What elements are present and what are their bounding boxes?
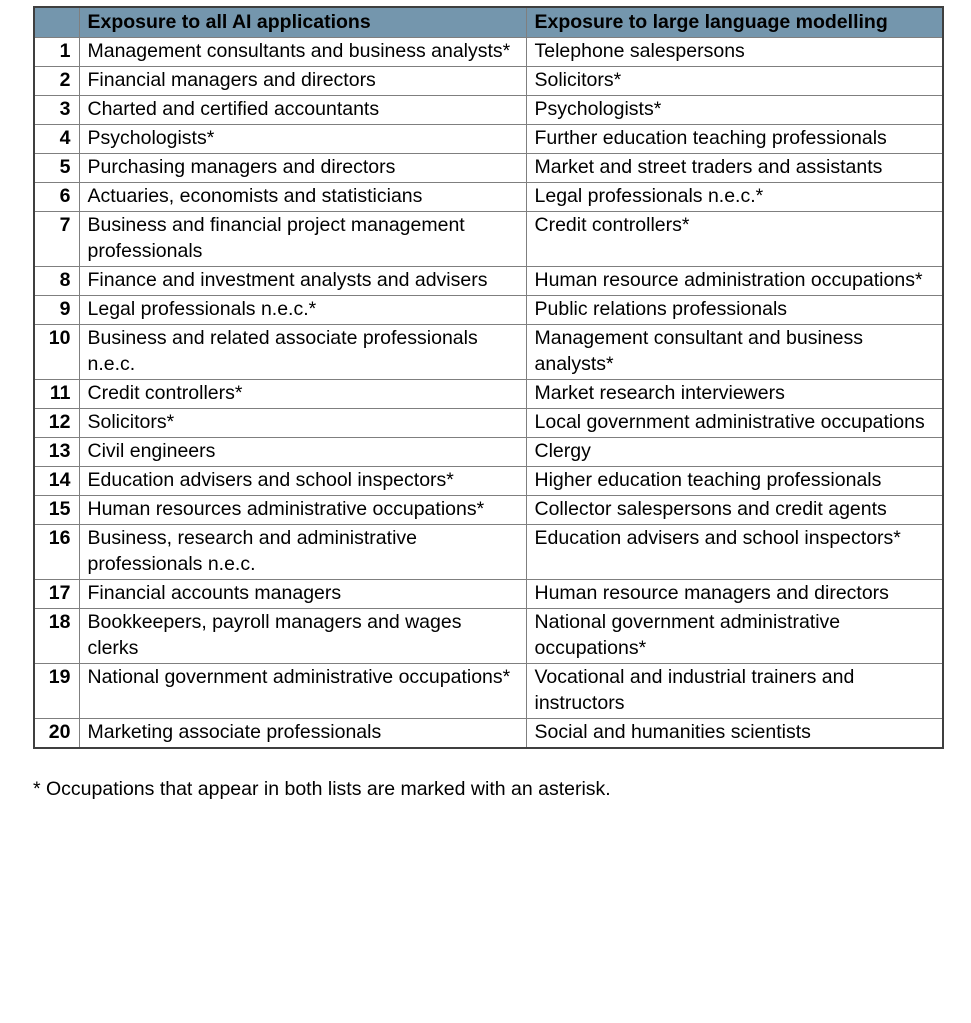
llm-cell: Public relations professionals [526,296,943,325]
rank-cell: 6 [34,183,79,212]
llm-cell: Social and humanities scientists [526,719,943,749]
all-ai-cell: Purchasing managers and directors [79,154,526,183]
llm-cell: Local government administrative occupations [526,409,943,438]
all-ai-cell: Civil engineers [79,438,526,467]
rank-cell: 16 [34,525,79,580]
table-row [34,609,943,664]
rank-cell: 11 [34,380,79,409]
all-ai-cell: Human resources administrative occupations* [79,496,526,525]
table-row [34,267,943,296]
all-ai-cell: Management consultants and business analysts* [79,38,526,67]
rank-cell: 20 [34,719,79,749]
llm-cell: Collector salespersons and credit agents [526,496,943,525]
rank-cell: 18 [34,609,79,664]
table-row [34,467,943,496]
all-ai-cell: Education advisers and school inspectors* [79,467,526,496]
llm-cell: Human resource administration occupations* [526,267,943,296]
llm-cell: Management consultant and business analysts* [526,325,943,380]
llm-cell: Clergy [526,438,943,467]
table-row [34,664,943,719]
all-ai-cell: Marketing associate professionals [79,719,526,749]
llm-cell: Further education teaching professionals [526,125,943,154]
table-row [34,496,943,525]
rank-cell: 17 [34,580,79,609]
all-ai-cell: Credit controllers* [79,380,526,409]
rank-cell: 7 [34,212,79,267]
asterisk-footnote: * Occupations that appear in both lists are marked with an asterisk. [33,778,611,800]
all-ai-cell: Financial accounts managers [79,580,526,609]
llm-cell: Higher education teaching professionals [526,467,943,496]
table-row [34,438,943,467]
table-row [34,183,943,212]
all-ai-cell: Financial managers and directors [79,67,526,96]
all-ai-cell: Bookkeepers, payroll managers and wages clerks [79,609,526,664]
rank-cell: 5 [34,154,79,183]
table-row [34,96,943,125]
rank-cell: 1 [34,38,79,67]
table-row [34,67,943,96]
table-row [34,525,943,580]
rank-cell: 2 [34,67,79,96]
rank-cell: 15 [34,496,79,525]
table-row [34,38,943,67]
column-header-rank [34,7,79,38]
table-row [34,296,943,325]
header-row [34,7,943,38]
llm-cell: Telephone salespersons [526,38,943,67]
table-row [34,380,943,409]
rank-cell: 9 [34,296,79,325]
table-row [34,719,943,749]
table-row [34,409,943,438]
llm-cell: Legal professionals n.e.c.* [526,183,943,212]
llm-cell: Psychologists* [526,96,943,125]
all-ai-cell: National government administrative occupations* [79,664,526,719]
all-ai-cell: Business, research and administrative professionals n.e.c. [79,525,526,580]
rank-cell: 3 [34,96,79,125]
llm-cell: Human resource managers and directors [526,580,943,609]
all-ai-cell: Finance and investment analysts and advisers [79,267,526,296]
rank-cell: 13 [34,438,79,467]
all-ai-cell: Charted and certified accountants [79,96,526,125]
llm-cell: Solicitors* [526,67,943,96]
rank-cell: 4 [34,125,79,154]
rank-cell: 12 [34,409,79,438]
table-row [34,580,943,609]
column-header-all-ai: Exposure to all AI applications [79,7,526,38]
llm-cell: Market and street traders and assistants [526,154,943,183]
table-row [34,154,943,183]
rank-cell: 19 [34,664,79,719]
rank-cell: 14 [34,467,79,496]
all-ai-cell: Solicitors* [79,409,526,438]
llm-cell: Education advisers and school inspectors* [526,525,943,580]
table-row [34,212,943,267]
llm-cell: Credit controllers* [526,212,943,267]
llm-cell: Vocational and industrial trainers and instructors [526,664,943,719]
all-ai-cell: Business and related associate professionals n.e.c. [79,325,526,380]
all-ai-cell: Actuaries, economists and statisticians [79,183,526,212]
column-header-llm: Exposure to large language modelling [526,7,943,38]
all-ai-cell: Psychologists* [79,125,526,154]
all-ai-cell: Business and financial project management professionals [79,212,526,267]
table-row [34,325,943,380]
table-row [34,125,943,154]
rank-cell: 8 [34,267,79,296]
llm-cell: Market research interviewers [526,380,943,409]
rank-cell: 10 [34,325,79,380]
llm-cell: National government administrative occupations* [526,609,943,664]
all-ai-cell: Legal professionals n.e.c.* [79,296,526,325]
occupation-exposure-table [33,6,944,749]
